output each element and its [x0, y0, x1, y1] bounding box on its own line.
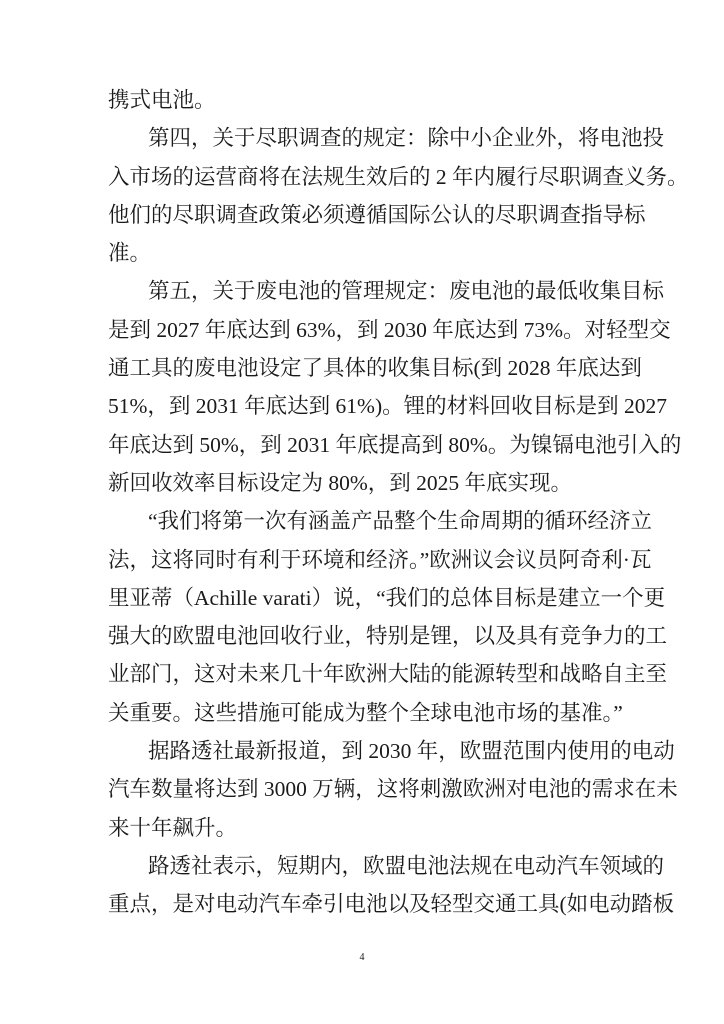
- text-line: 重点，是对电动汽车牵引电池以及轻型交通工具(如电动踏板: [108, 892, 675, 917]
- text-line: 关重要。这些措施可能成为整个全球电池市场的基准。”: [108, 700, 623, 725]
- text-line: 据路透社最新报道，到 2030 年，欧盟范围内使用的电动: [148, 739, 675, 764]
- text-line: 51%，到 2031 年底达到 61%)。锂的材料回收目标是到 2027: [108, 394, 667, 419]
- text-line: 第四，关于尽职调查的规定：除中小企业外，将电池投: [148, 126, 665, 151]
- text-line: 新回收效率目标设定为 80%，到 2025 年底实现。: [108, 470, 573, 495]
- paragraph: [108, 732, 678, 847]
- paragraph: [108, 502, 668, 732]
- text-line: 强大的欧盟电池回收行业，特别是锂，以及具有竞争力的工: [108, 624, 668, 649]
- text-line: 来十年飙升。: [108, 815, 238, 840]
- text-line: 第五，关于废电池的管理规定：废电池的最低收集目标: [148, 279, 665, 304]
- text-line: 他们的尽职调查政策必须遵循国际公认的尽职调查指导标: [108, 202, 646, 227]
- paragraph: [108, 119, 689, 272]
- text-line: 是到 2027 年底达到 63%，到 2030 年底达到 73%。对轻型交: [108, 317, 671, 342]
- text-line: 年底达到 50%，到 2031 年底提高到 80%。为镍镉电池引入的: [108, 432, 682, 457]
- text-line: 携式电池。: [108, 88, 216, 112]
- text-line: 通工具的废电池设定了具体的收集目标(到 2028 年底达到: [108, 356, 642, 381]
- text-line: 业部门，这对未来几十年欧洲大陆的能源转型和战略自主至: [108, 662, 668, 687]
- paragraph: [108, 81, 614, 119]
- paragraph: [108, 272, 682, 502]
- text-line: 法，这将同时有利于环境和经济。”欧洲议会议员阿奇利·瓦: [108, 547, 652, 572]
- text-line: 准。: [108, 241, 152, 266]
- text-line: 里亚蒂（Achille varati）说，“我们的总体目标是建立一个更: [108, 585, 666, 610]
- text-line: 汽车数量将达到 3000 万辆，这将刺激欧洲对电池的需求在未: [108, 777, 678, 802]
- page-number: 4: [359, 952, 365, 963]
- document-body: [108, 81, 689, 924]
- text-line: “我们将第一次有涵盖产品整个生命周期的循环经济立: [148, 509, 653, 534]
- text-line: 路透社表示，短期内，欧盟电池法规在电动汽车领域的: [148, 853, 665, 878]
- paragraph: [108, 847, 675, 924]
- text-line: 入市场的运营商将在法规生效后的 2 年内履行尽职调查义务。: [108, 164, 689, 189]
